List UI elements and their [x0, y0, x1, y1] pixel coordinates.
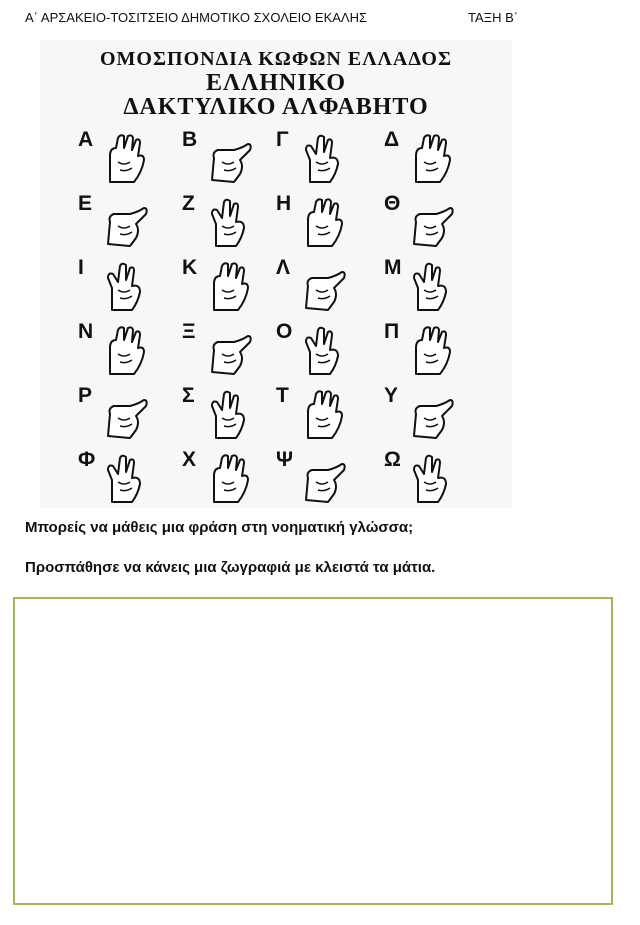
hand-sign-icon [406, 324, 458, 378]
sign-cell [272, 126, 382, 190]
sign-cell [380, 382, 490, 446]
sign-letter: Λ [276, 256, 291, 279]
sign-letter: Δ [384, 128, 400, 151]
page-header [0, 10, 640, 32]
sign-letter: Ζ [182, 192, 195, 215]
sign-letter: Τ [276, 384, 289, 407]
question-sign-phrase: Μπορείς να μάθεις μια φράση στη νοηματική γλώσσα; [25, 519, 414, 536]
hand-sign-icon [298, 196, 350, 250]
sign-cell [380, 190, 490, 254]
hand-sign-icon [100, 196, 152, 250]
sign-cell [272, 318, 382, 382]
hand-sign-icon [204, 132, 256, 186]
class-label: ΤΑΞΗ Β΄ [468, 10, 519, 25]
sign-letter: Ξ [182, 320, 196, 343]
hand-sign-icon [204, 452, 256, 506]
sign-cell [74, 318, 184, 382]
sign-letter: Υ [384, 384, 399, 407]
poster-title-line1: ΕΛΛΗΝΙΚΟ [205, 70, 347, 96]
sign-cell [272, 446, 382, 510]
poster-org-title: ΟΜΟΣΠΟΝΔΙΑ ΚΩΦΩΝ ΕΛΛΑΔΟΣ [99, 48, 453, 70]
drawing-area-box[interactable] [13, 597, 613, 905]
sign-cell [74, 126, 184, 190]
sign-letter: Μ [384, 256, 402, 279]
sign-letter: Π [384, 320, 400, 343]
sign-cell [380, 254, 490, 318]
hand-sign-icon [406, 132, 458, 186]
hand-sign-icon [204, 196, 256, 250]
hand-sign-icon [298, 324, 350, 378]
sign-letter: Η [276, 192, 292, 215]
hand-sign-icon [298, 452, 350, 506]
sign-cell [272, 190, 382, 254]
sign-letter: Ε [78, 192, 93, 215]
school-name: Α΄ ΑΡΣΑΚΕΙΟ-ΤΟΣΙΤΣΕΙΟ ΔΗΜΟΤΙΚΟ ΣΧΟΛΕΙΟ ΕΚΑΛΗΣ [25, 10, 368, 25]
sign-letter: Χ [182, 448, 197, 471]
sign-cell [272, 382, 382, 446]
hand-sign-icon [204, 388, 256, 442]
sign-letter: Γ [276, 128, 289, 151]
sign-letter: Σ [182, 384, 195, 407]
sign-cell [74, 190, 184, 254]
sign-letter: Β [182, 128, 198, 151]
poster-title-line2: ΔΑΚΤΥΛΙΚΟ ΑΛΦΑΒΗΤΟ [123, 94, 429, 120]
sign-cell [380, 446, 490, 510]
sign-letter: Ν [78, 320, 94, 343]
sign-cell [272, 254, 382, 318]
sign-letter: Ο [276, 320, 293, 343]
sign-letter: Ψ [276, 448, 293, 471]
sign-cell [74, 382, 184, 446]
hand-sign-icon [204, 324, 256, 378]
hand-sign-icon [406, 196, 458, 250]
hand-sign-icon [100, 132, 152, 186]
sign-cell [74, 254, 184, 318]
hand-sign-icon [204, 260, 256, 314]
instruction-draw-eyes-closed: Προσπάθησε να κάνεις μια ζωγραφιά με κλειστά τα μάτια. [25, 559, 436, 576]
sign-letter: Φ [78, 448, 96, 471]
hand-sign-icon [100, 260, 152, 314]
hand-sign-icon [298, 260, 350, 314]
hand-sign-icon [298, 388, 350, 442]
sign-cell [380, 126, 490, 190]
hand-sign-icon [100, 324, 152, 378]
hand-sign-icon [298, 132, 350, 186]
hand-sign-icon [100, 452, 152, 506]
hand-sign-icon [406, 260, 458, 314]
sign-letter: Ω [384, 448, 401, 471]
sign-letter: Ρ [78, 384, 93, 407]
hand-sign-icon [406, 452, 458, 506]
sign-cell [380, 318, 490, 382]
sign-letter: Κ [182, 256, 198, 279]
sign-cell [74, 446, 184, 510]
sign-letter: Ι [78, 256, 84, 279]
sign-letter: Θ [384, 192, 401, 215]
hand-sign-icon [100, 388, 152, 442]
hand-sign-icon [406, 388, 458, 442]
sign-alphabet-poster [40, 40, 512, 508]
sign-letter: Α [78, 128, 94, 151]
